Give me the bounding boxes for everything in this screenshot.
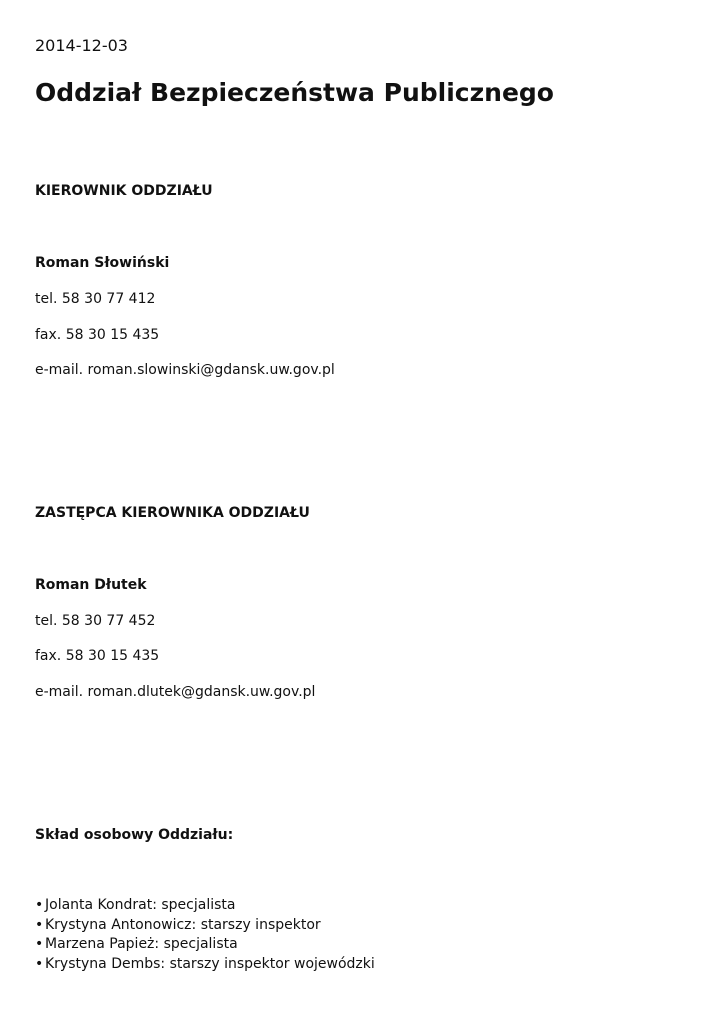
staff-member: Krystyna Dembs: starszy inspektor wojewódzki [45,955,375,972]
deputy-email: e-mail. roman.dlutek@gdansk.uw.gov.pl [35,684,316,700]
list-item [35,896,375,916]
staff-list [35,896,375,974]
manager-email: e-mail. roman.slowinski@gdansk.uw.gov.pl [35,362,335,378]
bullet-icon: • [35,897,44,913]
list-item [35,935,375,955]
manager-tel: tel. 58 30 77 412 [35,291,156,307]
deputy-name: Roman Dłutek [35,577,147,593]
manager-name: Roman Słowiński [35,255,170,271]
list-item [35,916,375,936]
staff-heading: Skład osobowy Oddziału: [35,827,234,843]
staff-member: Marzena Papież: specjalista [45,936,238,953]
bullet-icon: • [35,955,44,972]
staff-member: Jolanta Kondrat: specjalista [45,897,236,913]
manager-fax: fax. 58 30 15 435 [35,327,160,343]
document-date: 2014-12-03 [35,36,128,55]
deputy-tel: tel. 58 30 77 452 [35,613,156,629]
bullet-icon: • [35,916,44,933]
manager-heading: KIEROWNIK ODDZIAŁU [35,183,213,199]
page-title: Oddział Bezpieczeństwa Publicznego [35,78,554,107]
list-item [35,955,375,975]
deputy-heading: ZASTĘPCA KIEROWNIKA ODDZIAŁU [35,505,310,521]
deputy-fax: fax. 58 30 15 435 [35,648,160,664]
staff-member: Krystyna Antonowicz: starszy inspektor [45,916,321,933]
bullet-icon: • [35,936,44,953]
